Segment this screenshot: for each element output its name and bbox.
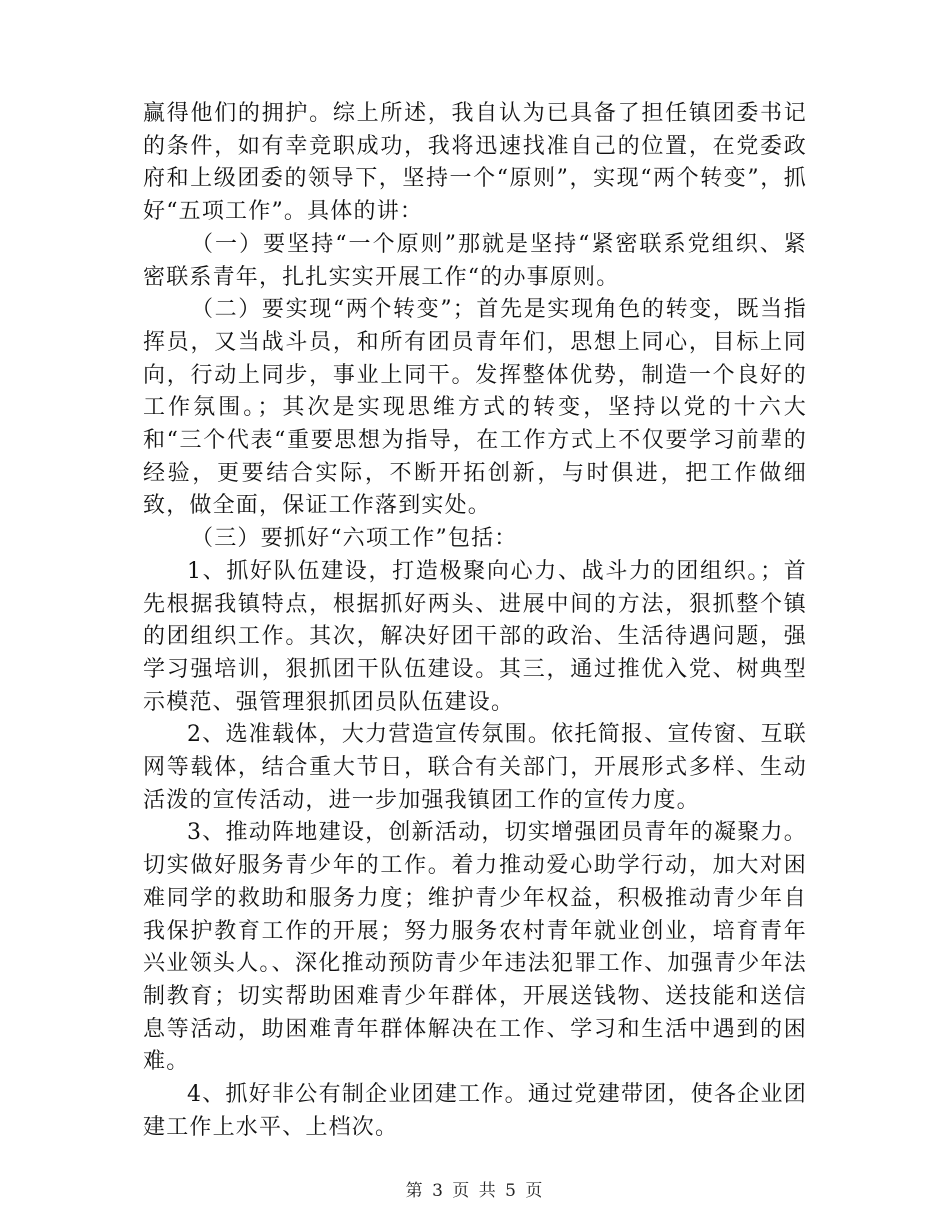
paragraph-task-1: 1、抓好队伍建设，打造极聚向心力、战斗力的团组织。；首先根据我镇特点，根据抓好两头、进展中间的方法，狠抓整个镇的团组织工作。其次，解决好团干部的政治、生活待遇问题，强学习强培训，狠抓团干队伍建设。其三，通过推优入党、树典型示模范、强管理狠抓团员队伍建设。 <box>143 558 807 715</box>
paragraph-principle: （一）要坚持“一个原则”那就是坚持“紧密联系党组织、紧密联系青年，扎扎实实开展工作“的办事原则。 <box>143 231 807 290</box>
paragraph-two-transformations: （二）要实现“两个转变”；首先是实现角色的转变，既当指挥员，又当战斗员，和所有团员青年们，思想上同心，目标上同向，行动上同步，事业上同干。发挥整体优势，制造一个良好的工作氛围。；其次是实现思维方式的转变，坚持以党的十六大和“三个代表“重要思想为指导，在工作方式上不仅要学习前辈的经验，更要结合实际，不断开拓创新，与时俱进，把工作做细致，做全面，保证工作落到实处。 <box>143 297 807 519</box>
paragraph-six-tasks-heading: （三）要抓好“六项工作”包括： <box>191 526 518 552</box>
paragraph-intro-continuation: 赢得他们的拥护。综上所述，我自认为已具备了担任镇团委书记的条件，如有幸竞职成功，我将迅速找准自己的位置，在党委政府和上级团委的领导下，坚持一个“原则”，实现“两个转变”，抓好“五项工作”。具体的讲： <box>143 101 807 225</box>
paragraph-task-2: 2、选准载体，大力营造宣传氛围。依托简报、宣传窗、互联网等载体，结合重大节日，联合有关部门，开展形式多样、生动活泼的宣传活动，进一步加强我镇团工作的宣传力度。 <box>143 722 807 813</box>
paragraph-task-4: 4、抓好非公有制企业团建工作。通过党建带团，使各企业团建工作上水平、上档次。 <box>143 1082 807 1140</box>
document-body <box>143 98 807 1145</box>
page-number-footer: 第 3 页 共 5 页 <box>405 1181 545 1201</box>
paragraph-task-3: 3、推动阵地建设，创新活动，切实增强团员青年的凝聚力。切实做好服务青少年的工作。着力推动爱心助学行动，加大对困难同学的救助和服务力度；维护青少年权益，积极推动青少年自我保护教育工作的开展；努力服务农村青年就业创业，培育青年兴业领头人。、深化推动预防青少年违法犯罪工作、加强青少年法制教育；切实帮助困难青少年群体，开展送钱物、送技能和送信息等活动，助困难青年群体解决在工作、学习和生活中遇到的困难。 <box>143 820 807 1075</box>
